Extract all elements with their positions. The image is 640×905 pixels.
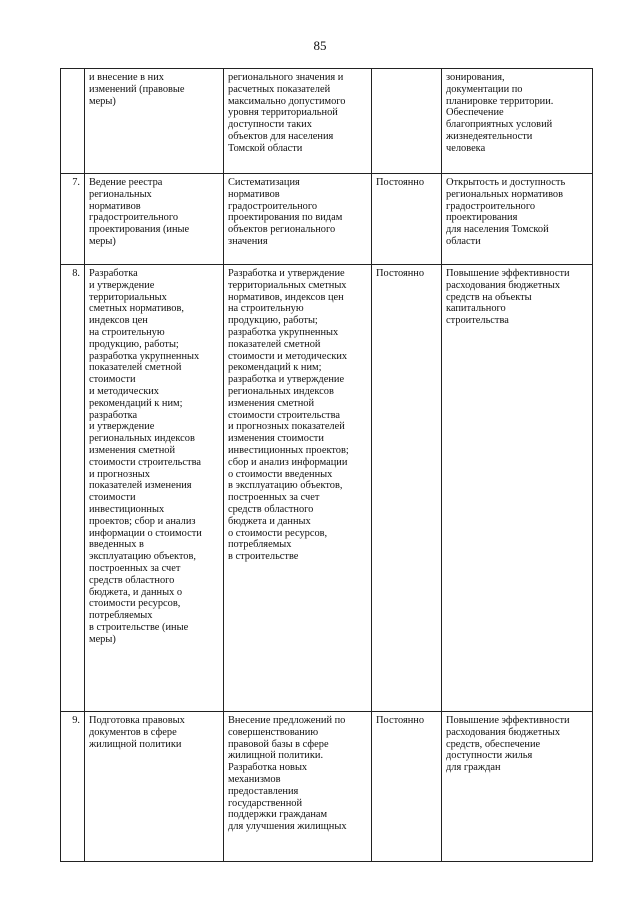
- row-number: 9.: [61, 712, 85, 862]
- measure-term: Постоянно: [372, 265, 442, 712]
- measure-name: и внесение в них изменений (правовые меры): [85, 69, 224, 174]
- row-number: [61, 69, 85, 174]
- measure-result: Открытость и доступность региональных нормативов градостроительного проектирования для населения Томской области: [442, 174, 593, 265]
- measure-name: Подготовка правовых документов в сфере жилищной политики: [85, 712, 224, 862]
- table-row: [61, 69, 593, 174]
- measure-name: Разработка и утверждение территориальных сметных нормативов, индексов цен на строительную продукцию, работы; разработка укрупненных показателей сметной стоимости и методических рекомендаций к ним; разработка и утверждение региональных индексов изменения сметной стоимости строительства и прогнозных показателей изменения стоимости инвестиционных проектов; сбор и анализ информации о стоимости введенных в эксплуатацию объектов, построенных за счет средств областного бюджета, и данных о стоимости ресурсов, потребляемых в строительстве (иные меры): [85, 265, 224, 712]
- measure-result: Повышение эффективности расходования бюджетных средств, обеспечение доступности жилья для граждан: [442, 712, 593, 862]
- measure-description: Систематизация нормативов градостроительного проектирования по видам объектов регионального значения: [224, 174, 372, 265]
- measure-description: Внесение предложений по совершенствованию правовой базы в сфере жилищной политики. Разработка новых механизмов предоставления государственной поддержки гражданам для улучшения жилищных: [224, 712, 372, 862]
- row-number: 8.: [61, 265, 85, 712]
- page-number: 85: [313, 38, 327, 53]
- table-row: [61, 174, 593, 265]
- table-row: [61, 712, 593, 862]
- measure-result: зонирования, документации по планировке территории. Обеспечение благоприятных условий жизнедеятельности человека: [442, 69, 593, 174]
- measures-table: [60, 68, 593, 862]
- measure-term: Постоянно: [372, 712, 442, 862]
- measure-term: Постоянно: [372, 174, 442, 265]
- measure-description: регионального значения и расчетных показателей максимально допустимого уровня территориальной доступности таких объектов для населения Томской области: [224, 69, 372, 174]
- row-number: 7.: [61, 174, 85, 265]
- measure-description: Разработка и утверждение территориальных сметных нормативов, индексов цен на строительную продукцию, работы; разработка укрупненных показателей сметной стоимости и методических рекомендаций к ним; разработка и утверждение региональных индексов изменения сметной стоимости строительства и прогнозных показателей изменения стоимости инвестиционных проектов; сбор и анализ информации о стоимости введенных в эксплуатацию объектов, построенных за счет средств областного бюджета и данных о стоимости ресурсов, потребляемых в строительстве: [224, 265, 372, 712]
- table-row: [61, 265, 593, 712]
- measure-term: [372, 69, 442, 174]
- measure-result: Повышение эффективности расходования бюджетных средств на объекты капитального строительства: [442, 265, 593, 712]
- measure-name: Ведение реестра региональных нормативов градостроительного проектирования (иные меры): [85, 174, 224, 265]
